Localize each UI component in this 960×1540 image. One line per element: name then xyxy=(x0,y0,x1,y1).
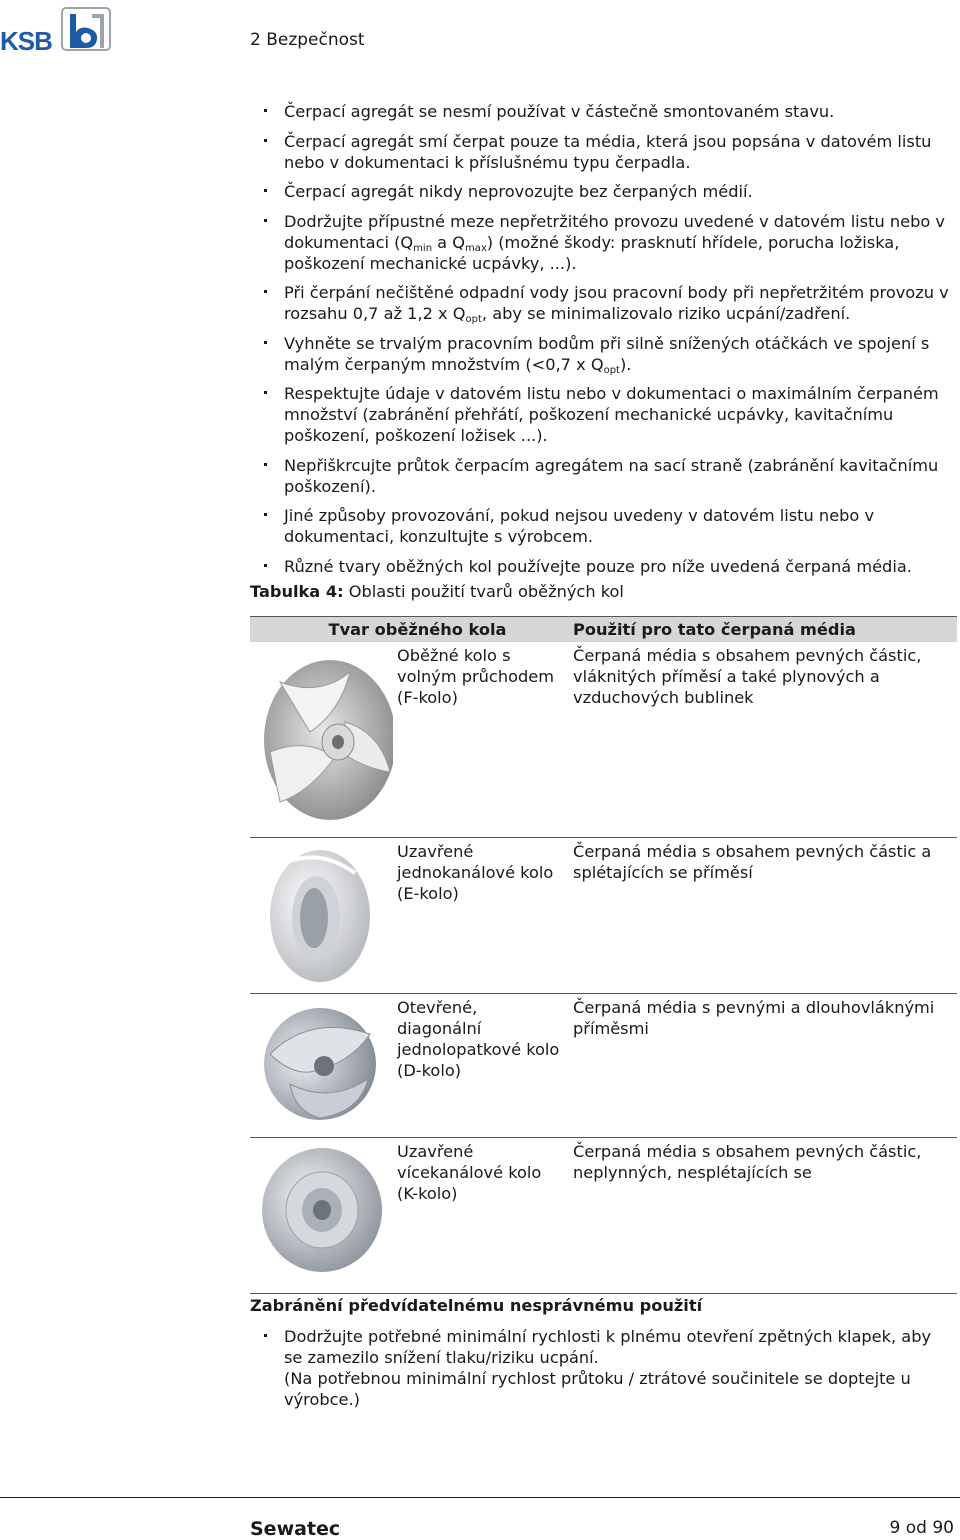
impeller-use: Čerpaná média s obsahem pevných částic, vláknitých příměsí a také plynových a vzduchových bublinek xyxy=(573,646,922,707)
bullet-marker xyxy=(264,109,267,112)
list-item: Vyhněte se trvalým pracovním bodům při silně snížených otáčkách ve spojení s malým čerpaným množstvím (<0,7 x $Q_{opt}$). xyxy=(250,333,950,375)
list-item: Dodržujte potřebné minimální rychlosti k plnému otevření zpětných klapek, aby se zamezilo snížení tlaku/riziku ucpání. (Na potřebnou minimální rychlost průtoku / ztrátové součinitele se doptejte u výrobce.) xyxy=(250,1326,950,1410)
impeller-use: Čerpaná média s obsahem pevných částic a splétajících se příměsí xyxy=(569,838,957,994)
table-header-row xyxy=(250,617,957,643)
section-title: 2 Bezpečnost xyxy=(250,30,365,50)
misuse-heading: Zabránění předvídatelnému nesprávnému použití xyxy=(250,1296,703,1315)
list-item: Různé tvary oběžných kol používejte pouze pro níže uvedená čerpaná média. xyxy=(250,556,950,577)
footer-divider xyxy=(0,1497,960,1498)
column-header-shape: Tvar oběžného kola xyxy=(250,617,569,643)
list-item: Jiné způsoby provozování, pokud nejsou uvedeny v datovém listu nebo v dokumentaci, konzultujte s výrobcem. xyxy=(250,505,950,547)
list-item: Nepřiškrcujte průtok čerpacím agregátem na sací straně (zabránění kavitačnímu poškození). xyxy=(250,455,950,497)
bullet-marker xyxy=(264,290,267,293)
f-impeller-photo xyxy=(250,642,393,832)
bullet-marker xyxy=(264,219,267,222)
d-impeller-photo xyxy=(250,994,393,1132)
impeller-name: Uzavřené vícekanálové kolo (K-kolo) xyxy=(393,1138,569,1294)
bullet-marker xyxy=(264,391,267,394)
impeller-name: Otevřené, diagonální jednolopatkové kolo (D-kolo) xyxy=(393,994,569,1138)
impeller-name: Uzavřené jednokanálové kolo (E-kolo) xyxy=(393,838,569,994)
list-item: Čerpací agregát smí čerpat pouze ta média, která jsou popsána v datovém listu nebo v dokumentaci k příslušnému typu čerpadla. xyxy=(250,131,950,173)
list-item: Respektujte údaje v datovém listu nebo v dokumentaci o maximálním čerpaném množství (zabránění přehřátí, poškození mechanické ucpávky, kavitačnímu poškození, poškození ložisek ...). xyxy=(250,383,950,446)
bullet-marker xyxy=(264,564,267,567)
misuse-bullet-list xyxy=(250,1326,950,1410)
safety-bullet-list xyxy=(250,101,950,585)
k-impeller-photo xyxy=(250,1138,393,1288)
table-row xyxy=(250,838,957,994)
impeller-name: Oběžné kolo s volným průchodem (F-kolo) xyxy=(397,646,554,707)
table-row xyxy=(250,642,957,838)
list-item: Dodržujte přípustné meze nepřetržitého provozu uvedené v datovém listu nebo v dokumentaci ($Q_{min}$ a $Q_{max}$) (možné škody: prasknutí hřídele, porucha ložiska, poškození mechanické ucpávky, ...). xyxy=(250,211,950,274)
table-row xyxy=(250,994,957,1138)
footer-brand: Sewatec xyxy=(250,1518,341,1540)
list-item: Při čerpání nečištěné odpadní vody jsou pracovní body při nepřetržitém provozu v rozsahu 0,7 až 1,2 x $Q_{opt}$, aby se minimalizovalo riziko ucpání/zadření. xyxy=(250,282,950,324)
page-number: 9 od 90 xyxy=(889,1518,954,1538)
bullet-marker xyxy=(264,139,267,142)
list-item: Čerpací agregát se nesmí používat v částečně smontovaném stavu. xyxy=(250,101,950,122)
bullet-marker xyxy=(264,189,267,192)
e-impeller-photo xyxy=(250,838,393,988)
table-caption: Tabulka 4: Oblasti použití tvarů oběžných kol xyxy=(250,582,624,601)
bullet-marker xyxy=(264,463,267,466)
impeller-use: Čerpaná média s pevnými a dlouhovláknými příměsmi xyxy=(569,994,957,1138)
impeller-use: Čerpaná média s obsahem pevných částic, neplynných, nesplétajících se xyxy=(569,1138,957,1294)
ksb-logo xyxy=(0,6,116,52)
bullet-marker xyxy=(264,341,267,344)
table-row xyxy=(250,1138,957,1294)
bullet-marker xyxy=(264,513,267,516)
column-header-use: Použití pro tato čerpaná média xyxy=(569,617,957,643)
list-item: Čerpací agregát nikdy neprovozujte bez čerpaných médií. xyxy=(250,181,950,202)
bullet-marker xyxy=(264,1334,267,1337)
svg-text:KSB: KSB xyxy=(0,26,52,52)
impeller-table xyxy=(250,616,957,1294)
